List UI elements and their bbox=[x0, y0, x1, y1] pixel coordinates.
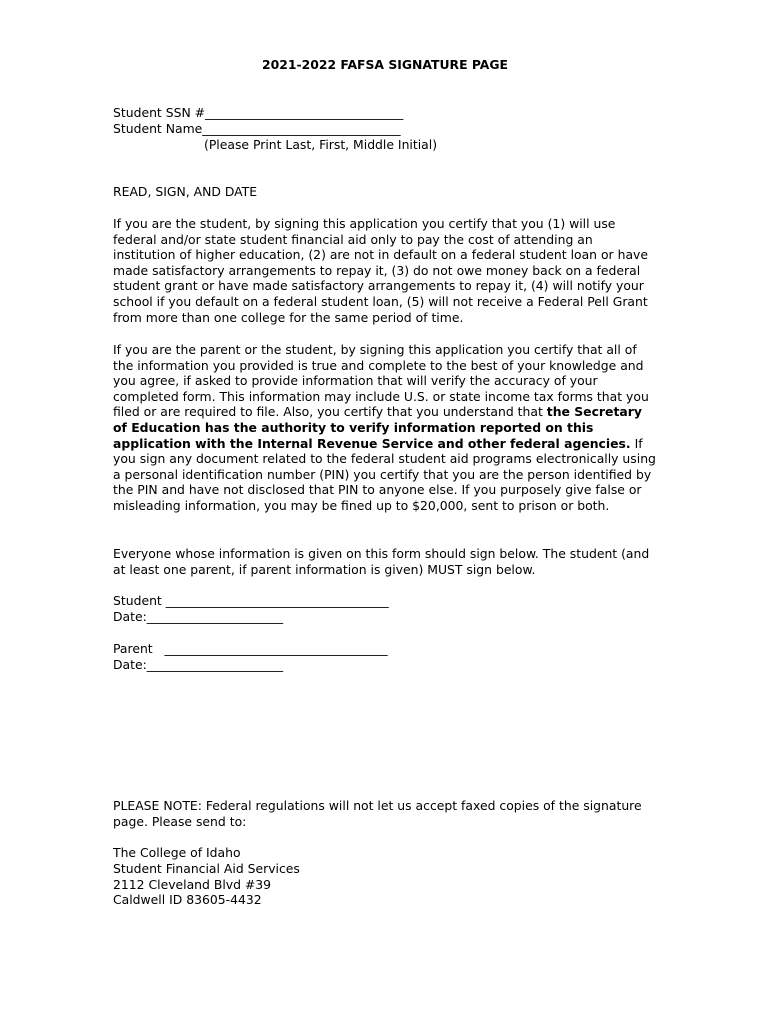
signature-requirement-paragraph: Everyone whose information is given on this form should sign below. The student (and at least one parent, if parent information is given) MUST sign below. bbox=[113, 546, 650, 577]
para2-text-start: If you are the parent or the student, by signing this application you certify that all of the information you provided is true and complete to the best of your knowledge and you agree, if asked to provide information that will verify the accuracy of your completed form. This information may include U.S. or state income tax forms that you filed or are required to file. Also, you certify that you understand that bbox=[113, 342, 649, 420]
parent-signature-line: Parent ____________________________________ bbox=[113, 641, 388, 656]
address-line-4: Caldwell ID 83605-4432 bbox=[113, 892, 262, 907]
print-instruction: (Please Print Last, First, Middle Initial) bbox=[204, 137, 438, 152]
para2-text-end: If you sign any document related to the federal student aid programs electronically using a personal identification number (PIN) you certify that you are the person identified by the PIN and have not disclosed that PIN to anyone else. If you purposely give false or misleading information, you may be fined up to $20,000, sent to prison or both. bbox=[113, 435, 656, 513]
para2-bold-text: the Secretary of Education has the authority to verify information reported on this application with the Internal Revenue Service and other federal agencies. bbox=[113, 404, 642, 451]
student-signature-line: Student ____________________________________ bbox=[113, 593, 389, 608]
student-certification-paragraph: If you are the student, by signing this application you certify that you (1) will use federal and/or state student financial aid only to pay the cost of attending an institution of higher education, (2) are not in default on a federal student loan or have made satisfactory arrangements to repay it, (3) do not owe money back on a federal student grant or have made satisfactory arrangements to repay it, (4) will notify your school if you default on a federal student loan, (5) will not receive a Federal Pell Grant from more than one college for the same period of time. bbox=[113, 216, 648, 325]
page-title: 2021-2022 FAFSA SIGNATURE PAGE bbox=[261, 57, 509, 72]
address-line-1: The College of Idaho bbox=[113, 845, 241, 860]
address-line-3: 2112 Cleveland Blvd #39 bbox=[113, 877, 272, 892]
student-name-field: Student Name________________________________ bbox=[113, 121, 401, 136]
address-line-2: Student Financial Aid Services bbox=[113, 861, 300, 876]
student-date-line: Date:______________________ bbox=[113, 609, 284, 624]
parent-date-line: Date:______________________ bbox=[113, 657, 284, 672]
student-ssn-field: Student SSN #________________________________ bbox=[113, 105, 404, 120]
please-note-paragraph: PLEASE NOTE: Federal regulations will not let us accept faxed copies of the signature page. Please send to: bbox=[113, 798, 642, 829]
read-sign-date-heading: READ, SIGN, AND DATE bbox=[113, 184, 258, 199]
parent-student-certification-paragraph bbox=[113, 342, 658, 514]
